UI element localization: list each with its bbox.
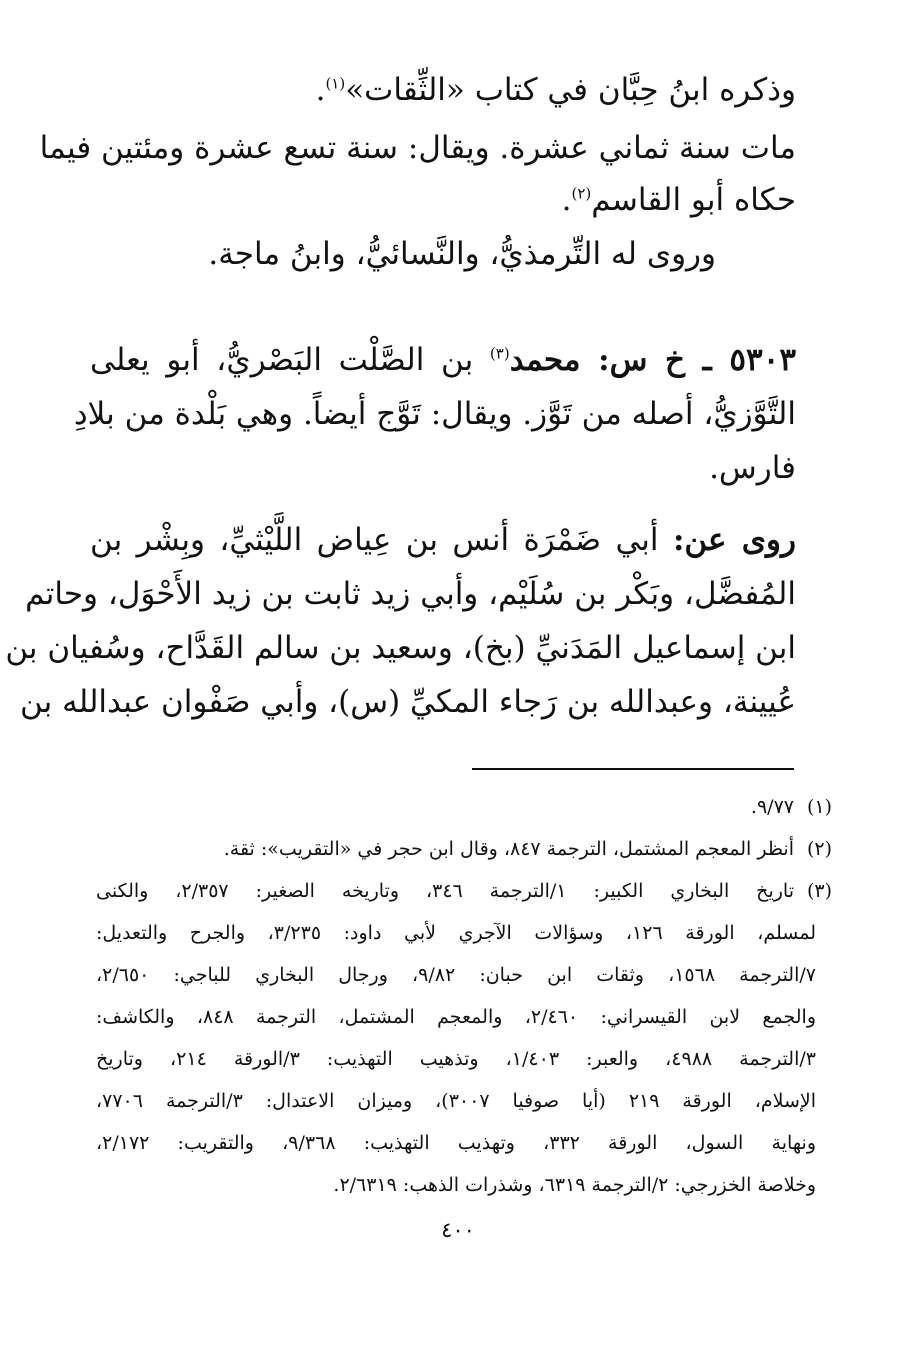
text-line [90,518,796,562]
footnote-number: (٣) [806,880,832,902]
text-line: المُفضَّل، وبَكْر بن سُلَيْم، وأبي زيد ثابت بن زيد الأَحْوَل، وحاتم [25,576,796,612]
text-run: . [315,72,326,108]
footnote-separator [472,768,794,770]
text-run: . [561,182,572,218]
footnote-number: (٢) [806,838,832,860]
footnote-text: والجمع لابن القيسراني: ٢/٤٦٠، والمعجم المشتمل، الترجمة ٨٤٨، والكاشف: [96,1006,816,1028]
section-label: روى عن: [672,522,796,558]
footnote-marker: (٣) [489,344,510,363]
text-line: عُيينة، وعبدالله بن رَجاء المكيِّ (س)، وأبي صَفْوان عبدالله بن [20,684,796,720]
text-line: مات سنة ثماني عشرة. ويقال: سنة تسع عشرة ومئتين فيما [39,130,796,166]
footnote-text: الإسلام، الورقة ٢١٩ (أيا صوفيا ٣٠٠٧)، وميزان الاعتدال: ٣/الترجمة ٧٧٠٦، [96,1090,816,1112]
footnote-text: ٣/الترجمة ٤٩٨٨، والعبر: ١/٤٠٣، وتذهيب التهذيب: ٣/الورقة ٢١٤، وتاريخ [96,1048,816,1070]
footnote-text: أنظر المعجم المشتمل، الترجمة ٨٤٧، وقال ابن حجر في «التقريب»: ثقة. [223,838,794,860]
text-line: فارس. [709,450,796,486]
footnote-text: ٧/الترجمة ١٥٦٨، وثقات ابن حبان: ٩/٨٢، ورجال البخاري للباجي: ٢/٦٥٠، [96,964,816,986]
footnote-text: لمسلم، الورقة ١٢٦، وسؤالات الآجري لأبي داود: ٣/٢٣٥، والجرح والتعديل: [96,922,816,944]
text-line: التَّوَّزيُّ، أصله من تَوَّز. ويقال: تَوَّج أيضاً. وهي بَلْدة من بلادِ [73,396,796,432]
entry-number: ٥٣٠٣ ـ خ س: محمد [509,342,796,378]
page-number: ٤٠٠ [441,1218,475,1242]
text-run: بن الصَّلْت البَصْريُّ، أبو يعلى [90,342,474,378]
text-line: وروى له التِّرمذيُّ، والنَّسائيُّ، وابنُ ماجة. [208,236,716,272]
text-run: وذكره ابنُ حِبَّان في كتاب «الثِّقات» [345,72,796,108]
footnote-marker: (٢) [571,184,592,203]
footnote-text: وخلاصة الخزرجي: ٢/الترجمة ٦٣١٩، وشذرات الذهب: ٢/٦٣١٩. [333,1174,816,1196]
footnote-text: تاريخ البخاري الكبير: ١/الترجمة ٣٤٦، وتاريخه الصغير: ٢/٣٥٧، والكنى [96,880,794,902]
footnote-marker: (١) [325,74,346,93]
footnote-text: ونهاية السول، الورقة ٣٣٢، وتهذيب التهذيب: ٩/٣٦٨، والتقريب: ٢/١٧٢، [96,1132,816,1154]
text-line: ابن إسماعيل المَدَنيِّ (بخ)، وسعيد بن سالم القَدَّاح، وسُفيان بن [5,630,796,666]
footnote-text: ٩/٧٧. [750,796,794,818]
text-line [90,178,796,222]
text-line [90,68,796,112]
entry-heading-line [90,338,796,382]
text-run: أبي ضَمْرَة أنس بن عِياض اللَّيْثيِّ، وبِشْر بن [90,522,659,558]
footnote-number: (١) [806,796,832,818]
text-run: حكاه أبو القاسم [591,182,796,218]
